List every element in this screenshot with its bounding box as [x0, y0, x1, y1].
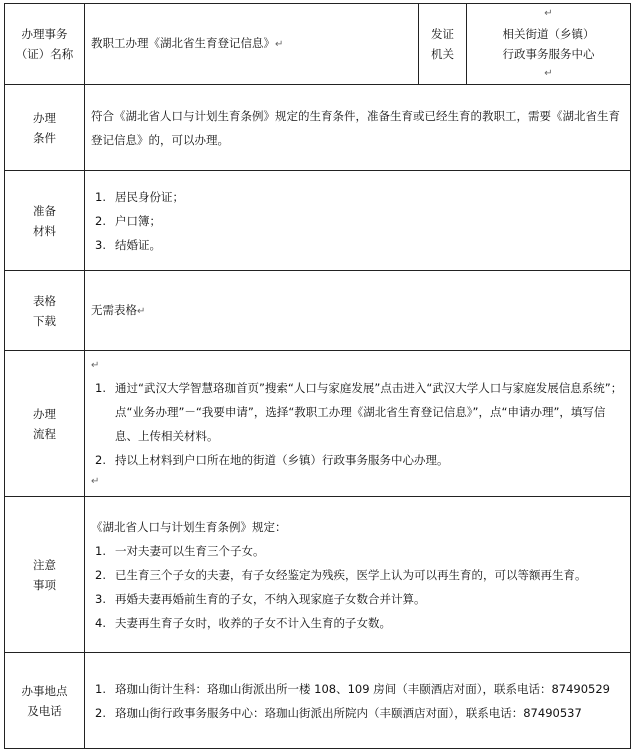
label-location: 办事地点 及电话 — [5, 653, 85, 749]
list-item: 2. 持以上材料到户口所在地的街道（乡镇）行政事务服务中心办理。 — [95, 452, 449, 467]
value-authority: ↵ 相关街道（乡镇） 行政事务服务中心 ↵ — [467, 4, 631, 85]
list-item: 3. 再婚夫妻再婚前生育的子女，不纳入现家庭子女数合并计算。 — [95, 591, 426, 606]
value-notes: 《湖北省人口与计划生育条例》规定： 1. 一对夫妻可以生育三个子女。 2. 已生育三个子女的夫妻，有子女经鉴定为残疾，医学上认为可以再生育的，可以等额再生育。 3. 再婚夫妻再婚前生育的子女，不纳入现家庭子女数合并计算。 4. 夫妻再生育子女时，收养的子女不计入生育的子女数。 — [85, 497, 631, 653]
label-authority: 发证 机关 — [419, 4, 467, 85]
value-conditions: 符合《湖北省人口与计划生育条例》规定的生育条件，准备生育或已经生育的教职工，需要《湖北省生育登记信息》的，可以办理。 — [85, 85, 631, 171]
list-item: 1. 一对夫妻可以生育三个子女。 — [95, 543, 265, 558]
row-location — [5, 653, 631, 749]
label-item-name: 办理事务 （证）名称 — [5, 4, 85, 85]
value-process: ↵ 1. 通过“武汉大学智慧珞珈首页”搜索“人口与家庭发展”点击进入“武汉大学人口与家庭发展信息系统”；点“业务办理”－“我要申请”，选择“教职工办理《湖北省生育登记信息》”，点“申请办理”，填写信息、上传相关材料。 2. 持以上材料到户口所在地的街道（乡镇）行政事务服务中心办理。 ↵ — [85, 351, 631, 497]
row-name — [5, 4, 631, 85]
value-materials — [85, 171, 631, 271]
list-item: 2. 珞珈山街行政事务服务中心：珞珈山街派出所院内（丰颐酒店对面），联系电话：87490537 — [95, 705, 582, 720]
row-conditions — [5, 85, 631, 171]
label-process: 办理 流程 — [5, 351, 85, 497]
service-guide-table — [4, 3, 631, 749]
list-item: 1. 通过“武汉大学智慧珞珈首页”搜索“人口与家庭发展”点击进入“武汉大学人口与家庭发展信息系统”；点“业务办理”－“我要申请”，选择“教职工办理《湖北省生育登记信息》”，点“申请办理”，填写信息、上传相关材料。 — [95, 380, 623, 443]
value-item-name: 教职工办理《湖北省生育登记信息》↵ — [85, 4, 419, 85]
label-forms: 表格 下载 — [5, 271, 85, 351]
row-materials — [5, 171, 631, 271]
value-forms: 无需表格↵ — [85, 271, 631, 351]
row-forms — [5, 271, 631, 351]
list-item: 1. 珞珈山街计生科：珞珈山街派出所一楼 108、109 房间（丰颐酒店对面），联系电话：87490529 — [95, 681, 610, 696]
row-notes — [5, 497, 631, 653]
label-materials: 准备 材料 — [5, 171, 85, 271]
row-process — [5, 351, 631, 497]
list-item: 4. 夫妻再生育子女时，收养的子女不计入生育的子女数。 — [95, 615, 391, 630]
list-item: 2. 已生育三个子女的夫妻，有子女经鉴定为残疾，医学上认为可以再生育的，可以等额再生育。 — [95, 567, 587, 582]
list-item: 1. 居民身份证； — [95, 189, 184, 204]
label-conditions: 办理 条件 — [5, 85, 85, 171]
value-location — [85, 653, 631, 749]
list-item: 2. 户口簿； — [95, 213, 161, 228]
list-item: 3. 结婚证。 — [95, 237, 161, 252]
label-notes: 注意 事项 — [5, 497, 85, 653]
